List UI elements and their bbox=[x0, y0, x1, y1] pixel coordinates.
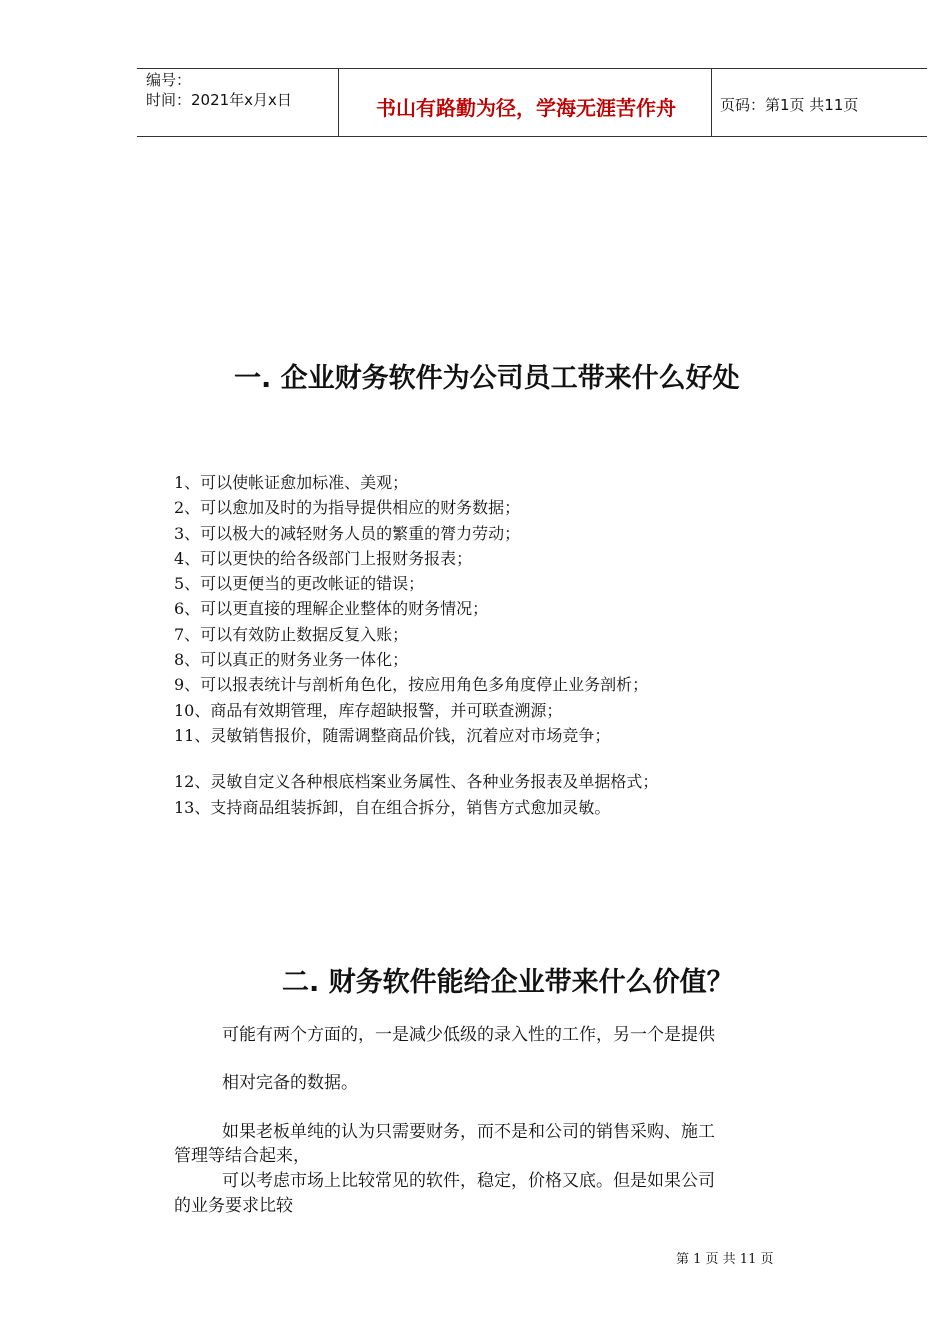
time-label: 时间：2021年x月x日 bbox=[146, 91, 292, 109]
list-item: 8、可以真正的财务业务一体化； bbox=[174, 650, 409, 670]
header-divider-left bbox=[338, 68, 339, 137]
list-item: 4、可以更快的给各级部门上报财务报表； bbox=[174, 548, 473, 568]
paragraph-line: 如果老板单纯的认为只需要财务，而不是和公司的销售采购、施工 bbox=[222, 1122, 715, 1142]
list-item: 2、可以愈加及时的为指导提供相应的财务数据； bbox=[174, 498, 521, 518]
paragraph-line: 可以考虑市场上比较常见的软件，稳定，价格又底。但是如果公司 bbox=[222, 1171, 715, 1191]
list-item: 11、灵敏销售报价，随需调整商品价钱，沉着应对市场竞争； bbox=[174, 725, 611, 745]
serial-label: 编号： bbox=[146, 71, 192, 89]
section2-title: 二. 财务软件能给企业带来什么价值？ bbox=[282, 967, 734, 998]
paragraph-line: 相对完备的数据。 bbox=[222, 1073, 358, 1093]
list-item: 5、可以更便当的更改帐证的错误； bbox=[174, 574, 425, 594]
list-item: 3、可以极大的减轻财务人员的繁重的膂力劳动； bbox=[174, 523, 521, 543]
header-page-label: 页码：第1页 共11页 bbox=[720, 96, 859, 114]
list-item: 6、可以更直接的理解企业整体的财务情况； bbox=[174, 599, 489, 619]
list-item: 9、可以报表统计与剖析角色化，按应用角色多角度停止业务剖析； bbox=[174, 675, 649, 695]
header-motto: 书山有路勤为径，学海无涯苦作舟 bbox=[376, 96, 676, 120]
paragraph-line: 的业务要求比较 bbox=[174, 1196, 293, 1216]
section1-title: 一. 企业财务软件为公司员工带来什么好处 bbox=[234, 363, 740, 394]
footer-page-number: 第 1 页 共 11 页 bbox=[676, 1252, 774, 1267]
paragraph-line: 可能有两个方面的，一是减少低级的录入性的工作，另一个是提供 bbox=[222, 1025, 715, 1045]
list-item: 10、商品有效期管理，库存超缺报警，并可联查溯源； bbox=[174, 700, 563, 720]
list-item: 1、可以使帐证愈加标准、美观； bbox=[174, 473, 409, 492]
header-bottom-rule bbox=[137, 136, 927, 137]
header-top-rule bbox=[137, 68, 927, 69]
benefits-list bbox=[174, 470, 658, 820]
list-item: 13、支持商品组装拆卸，自在组合拆分，销售方式愈加灵敏。 bbox=[174, 797, 611, 817]
list-item: 12、灵敏自定义各种根底档案业务属性、各种业务报表及单据格式； bbox=[174, 772, 659, 792]
paragraph-line: 管理等结合起来， bbox=[174, 1146, 310, 1166]
list-item: 7、可以有效防止数据反复入账； bbox=[174, 624, 409, 644]
header-info bbox=[146, 70, 292, 110]
